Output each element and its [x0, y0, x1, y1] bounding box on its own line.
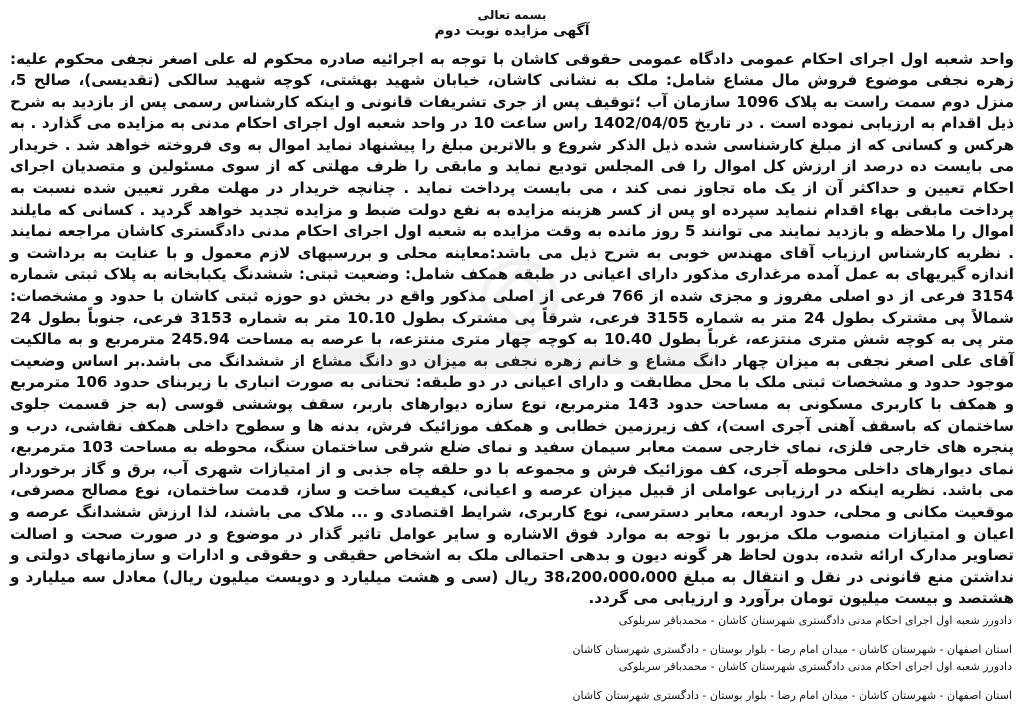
notice-header	[8, 8, 1016, 41]
address-line-repeat: استان اصفهان - شهرستان کاشان - میدان امام رضا - بلوار بوستان - دادگستری شهرستان کاشان	[572, 688, 1012, 702]
officer-signature-line-repeat: دادورز شعبه اول اجرای احکام مدنی دادگستری شهرستان کاشان - محمدباقر سربلوکی	[618, 659, 1012, 673]
besmele-heading: بسمه تعالی	[477, 8, 547, 22]
address-line: استان اصفهان - شهرستان کاشان - میدان امام رضا - بلوار بوستان - دادگستری شهرستان کاشان	[572, 642, 1012, 656]
notice-body: واحد شعبه اول اجرای احکام عمومی دادگاه عمومی حقوقی کاشان با توجه به اجرائیه صادره محکوم له علی اصغر نجفی محکوم علیه: زهره نجفی موضوع فروش مال مشاع شامل: ملک به نشانی کاشان، خیابان شهید بهشتی، کوچه شهید سالکی (تقدیسی)، صالح 5، منزل دوم سمت راست به پلاک 1096 سازمان آب ؛توقیف پس از جری تشریفات قانونی و اینکه کارشناس رسمی پس از بازدید به شرح ذیل اقدام به ارزیابی نموده است . در تاریخ 1402/04/05 راس ساعت 10 در واحد شعبه اول اجرای احکام مدنی به مزایده می گذارد . به هرکس و کسانی که از مبلغ کارشناسی شده ذیل الذکر شروع و بالاترین مبلغ را پیشنهاد نماید اموال به وی فروخته خواهد شد . خریدار می بایست ده درصد از ارزش کل اموال را فی المجلس تودیع نماید و مابقی را ظرف مهلتی که از سوی مسئولین و متصدیان اجرای احکام تعیین و حداکثر آن از یک ماه تجاوز نمی کند ، می بایست پرداخت نماید . چنانچه خریدار در مهلت مقرر تعیین شده نسبت به پرداخت مابقی بهاء اقدام ننماید سپرده او پس از کسر هزینه مزایده به نفع دولت ضبط و مزایده تجدید خواهد گردید . کسانی که مایلند اموال را ملاحظه و بازدید نمایند می توانند 5 روز مانده به وقت مزایده به شعبه اول اجرای احکام مدنی دادگستری کاشان مراجعه نمایند . نظریه کارشناس ارزیاب آقای مهندس خوبی به شرح ذیل می باشد:معاینه محلی و بررسیهای لازم معمول و با عنایت به برداشت و اندازه گیریهای به عمل آمده مرغداری مذکور دارای اعیانی در طبقه همکف شامل: وضعیت ثبتی: ششدنگ یکبابخانه به پلاک ثبتی شماره 3154 فرعی از دو اصلی مفروز و مجزی شده از 766 فرعی از اصلی مذکور واقع در بخش دو حوزه ثبتی کاشان با حدود و مشخصات: شمالاً پی مشترک بطول 24 متر به شماره 3155 فرعی، شرقاً پی مشترک بطول 10.10 متر به شماره 3153 فرعی، جنوباً بطول 24 متر پی به کوچه شش متری منتزعه، غرباً بطول 10.40 به کوچه چهار متری منتزعه، با عرصه به مساحت 245.94 مترمربع و به مالکیت آقای علی اصغر نجفی به میزان چهار دانگ مشاع و خانم زهره نجفی به میزان دو دانگ مشاع از ششدانگ می باشد.بر اساس وضعیت موجود حدود و مشخصات ثبتی ملک با محل مطابقت و دارای اعیانی در دو طبقه: تحتانی به صورت انباری با زیربنای حدود 106 مترمربع و همکف با کاربری مسکونی به مساحت حدود 143 مترمربع، نوع سازه دیوارهای باربر، سقف پوششی قوسی (به جز قسمت جلوی ساختمان که باسقف آهنی آجری است)، کف زیرزمین خطابی و همکف موزائیک فرش، بدنه ها و سطوح داخلی همکف نقاشی، درب و پنجره های خارجی فلزی، نمای خارجی سمت معابر سیمان سفید و نمای ضلع شرقی ساختمان سنگ، محوطه به مساحت 103 مترمربع، نمای دیوارهای داخلی محوطه آجری، کف موزائیک فرش و مجموعه با دو حلقه چاه جذبی و از امتیازات شهری آب، برق و گاز برخوردار می باشد. نظریه اینکه در ارزیابی عواملی از قبیل میزان عرصه و اعیانی، کیفیت ساخت و ساز، قدمت ساختمان، نوع مصالح مصرفی، موقعیت مکانی و محلی، حدود اربعه، معابر دسترسی، نوع کاربری، شرایط اقتصادی و ... ملاک می باشند، لذا ارزش ششدانگ عرصه و اعیان و امتیازات منصوب ملک مزبور با توجه به موارد فوق الاشاره و سایر عوامل تاثیر گذار در موضوع و در صورت صحت و اصالت تصاویر مدارک ارائه شده، بدون لحاظ هر گونه دیون و بدهی احتمالی ملک به اشخاص حقیقی و حقوقی و ادارات و سازمانهای دولتی و نداشتن منع قانونی در نقل و انتقال به مبلغ 38،200،000،000 ریال (سی و هشت میلیارد و دویست میلیون ریال) معادل سه میلیارد و هشتصد و بیست میلیون تومان برآورد و ارزیابی می گردد.	[10, 49, 1015, 608]
notice-title: آگهی مزایده نوبت دوم	[434, 23, 590, 39]
officer-signature-line: دادورز شعبه اول اجرای احکام مدنی دادگستری شهرستان کاشان - محمدباقر سربلوکی	[618, 613, 1012, 627]
